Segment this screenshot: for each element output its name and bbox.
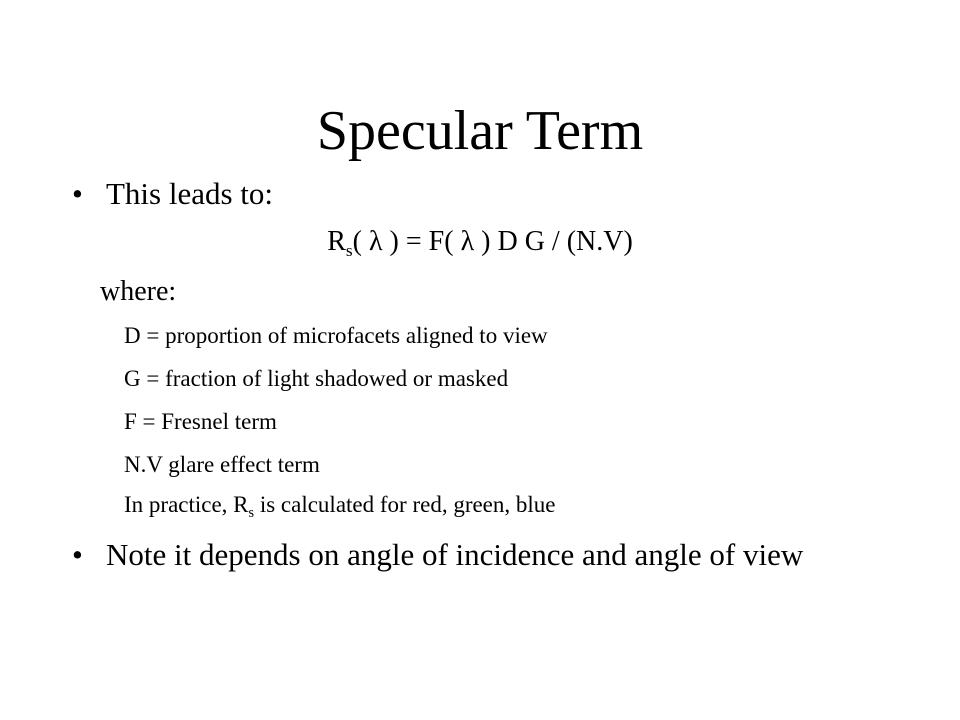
- bullet-point: •: [72, 537, 83, 572]
- practice-suffix: is calculated for red, green, blue: [254, 492, 556, 517]
- practice-subscript: s: [248, 504, 255, 521]
- definition-g: G = fraction of light shadowed or masked: [124, 366, 509, 391]
- bullet-text: This leads to:: [106, 176, 274, 211]
- formula-subscript: s: [345, 241, 353, 261]
- formula-r: R: [327, 226, 346, 257]
- formula-body: ( λ ) = F( λ ) D G / (N.V): [352, 226, 633, 257]
- where-label: where:: [100, 276, 177, 307]
- slide-title: Specular Term: [316, 100, 644, 162]
- definition-f: F = Fresnel term: [124, 409, 277, 434]
- definition-nv: N.V glare effect term: [124, 452, 320, 477]
- practice-note: [124, 491, 556, 527]
- specular-formula: [0, 225, 960, 268]
- bullet-point: •: [72, 176, 83, 211]
- definition-d: D = proportion of microfacets aligned to view: [124, 323, 548, 348]
- bullet-note-angles: Note it depends on angle of incidence and angle of view: [106, 537, 804, 572]
- practice-prefix: In practice, R: [124, 492, 249, 517]
